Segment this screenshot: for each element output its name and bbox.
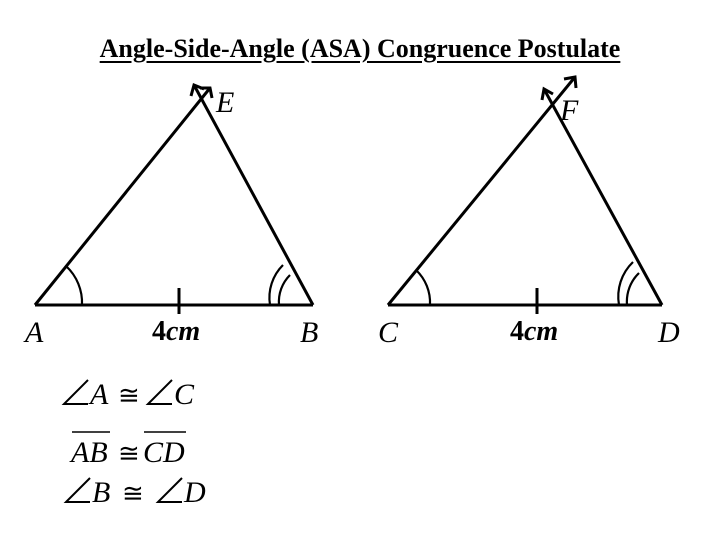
angle-b-arc-outer — [269, 265, 283, 305]
page-title: Angle-Side-Angle (ASA) Congruence Postulate — [99, 34, 621, 63]
triangle-abe — [35, 85, 313, 314]
vertex-label-e: E — [216, 86, 235, 119]
angle-a-arc — [66, 266, 82, 305]
vertex-label-b: B — [300, 316, 319, 349]
vertex-label-a: A — [25, 316, 44, 349]
angle-symbol-icon — [158, 478, 182, 502]
statement-segment-ab-cd — [69, 432, 186, 469]
vertex-label-f: F — [560, 94, 579, 127]
statement-1-right: C — [174, 378, 195, 411]
triangle-cdf — [388, 77, 662, 314]
ray-ae — [35, 88, 210, 305]
angle-symbol-icon — [66, 478, 90, 502]
angle-d-arc-inner — [627, 273, 639, 305]
angle-symbol-icon — [64, 380, 88, 404]
angle-c-arc — [416, 270, 430, 305]
statement-3-relation: ≅ — [122, 479, 144, 509]
statement-1-relation: ≅ — [118, 381, 140, 411]
statement-angle-b-d — [66, 476, 206, 509]
statement-2-left: AB — [71, 436, 108, 469]
statement-3-right: D — [184, 476, 206, 509]
vertex-label-d: D — [658, 316, 680, 349]
vertex-label-c: C — [378, 316, 399, 349]
angle-symbol-icon — [148, 380, 172, 404]
statement-2-relation: ≅ — [118, 439, 140, 469]
statement-1-left: A — [90, 378, 109, 411]
statement-angle-a-c — [64, 378, 195, 411]
measure-cd: 4cm — [510, 316, 559, 347]
measure-ab: 4cm — [152, 316, 201, 347]
ray-be — [194, 85, 313, 305]
statement-3-left: B — [92, 476, 111, 509]
statement-2-right: CD — [143, 436, 185, 469]
angle-b-arc-inner — [279, 275, 290, 305]
